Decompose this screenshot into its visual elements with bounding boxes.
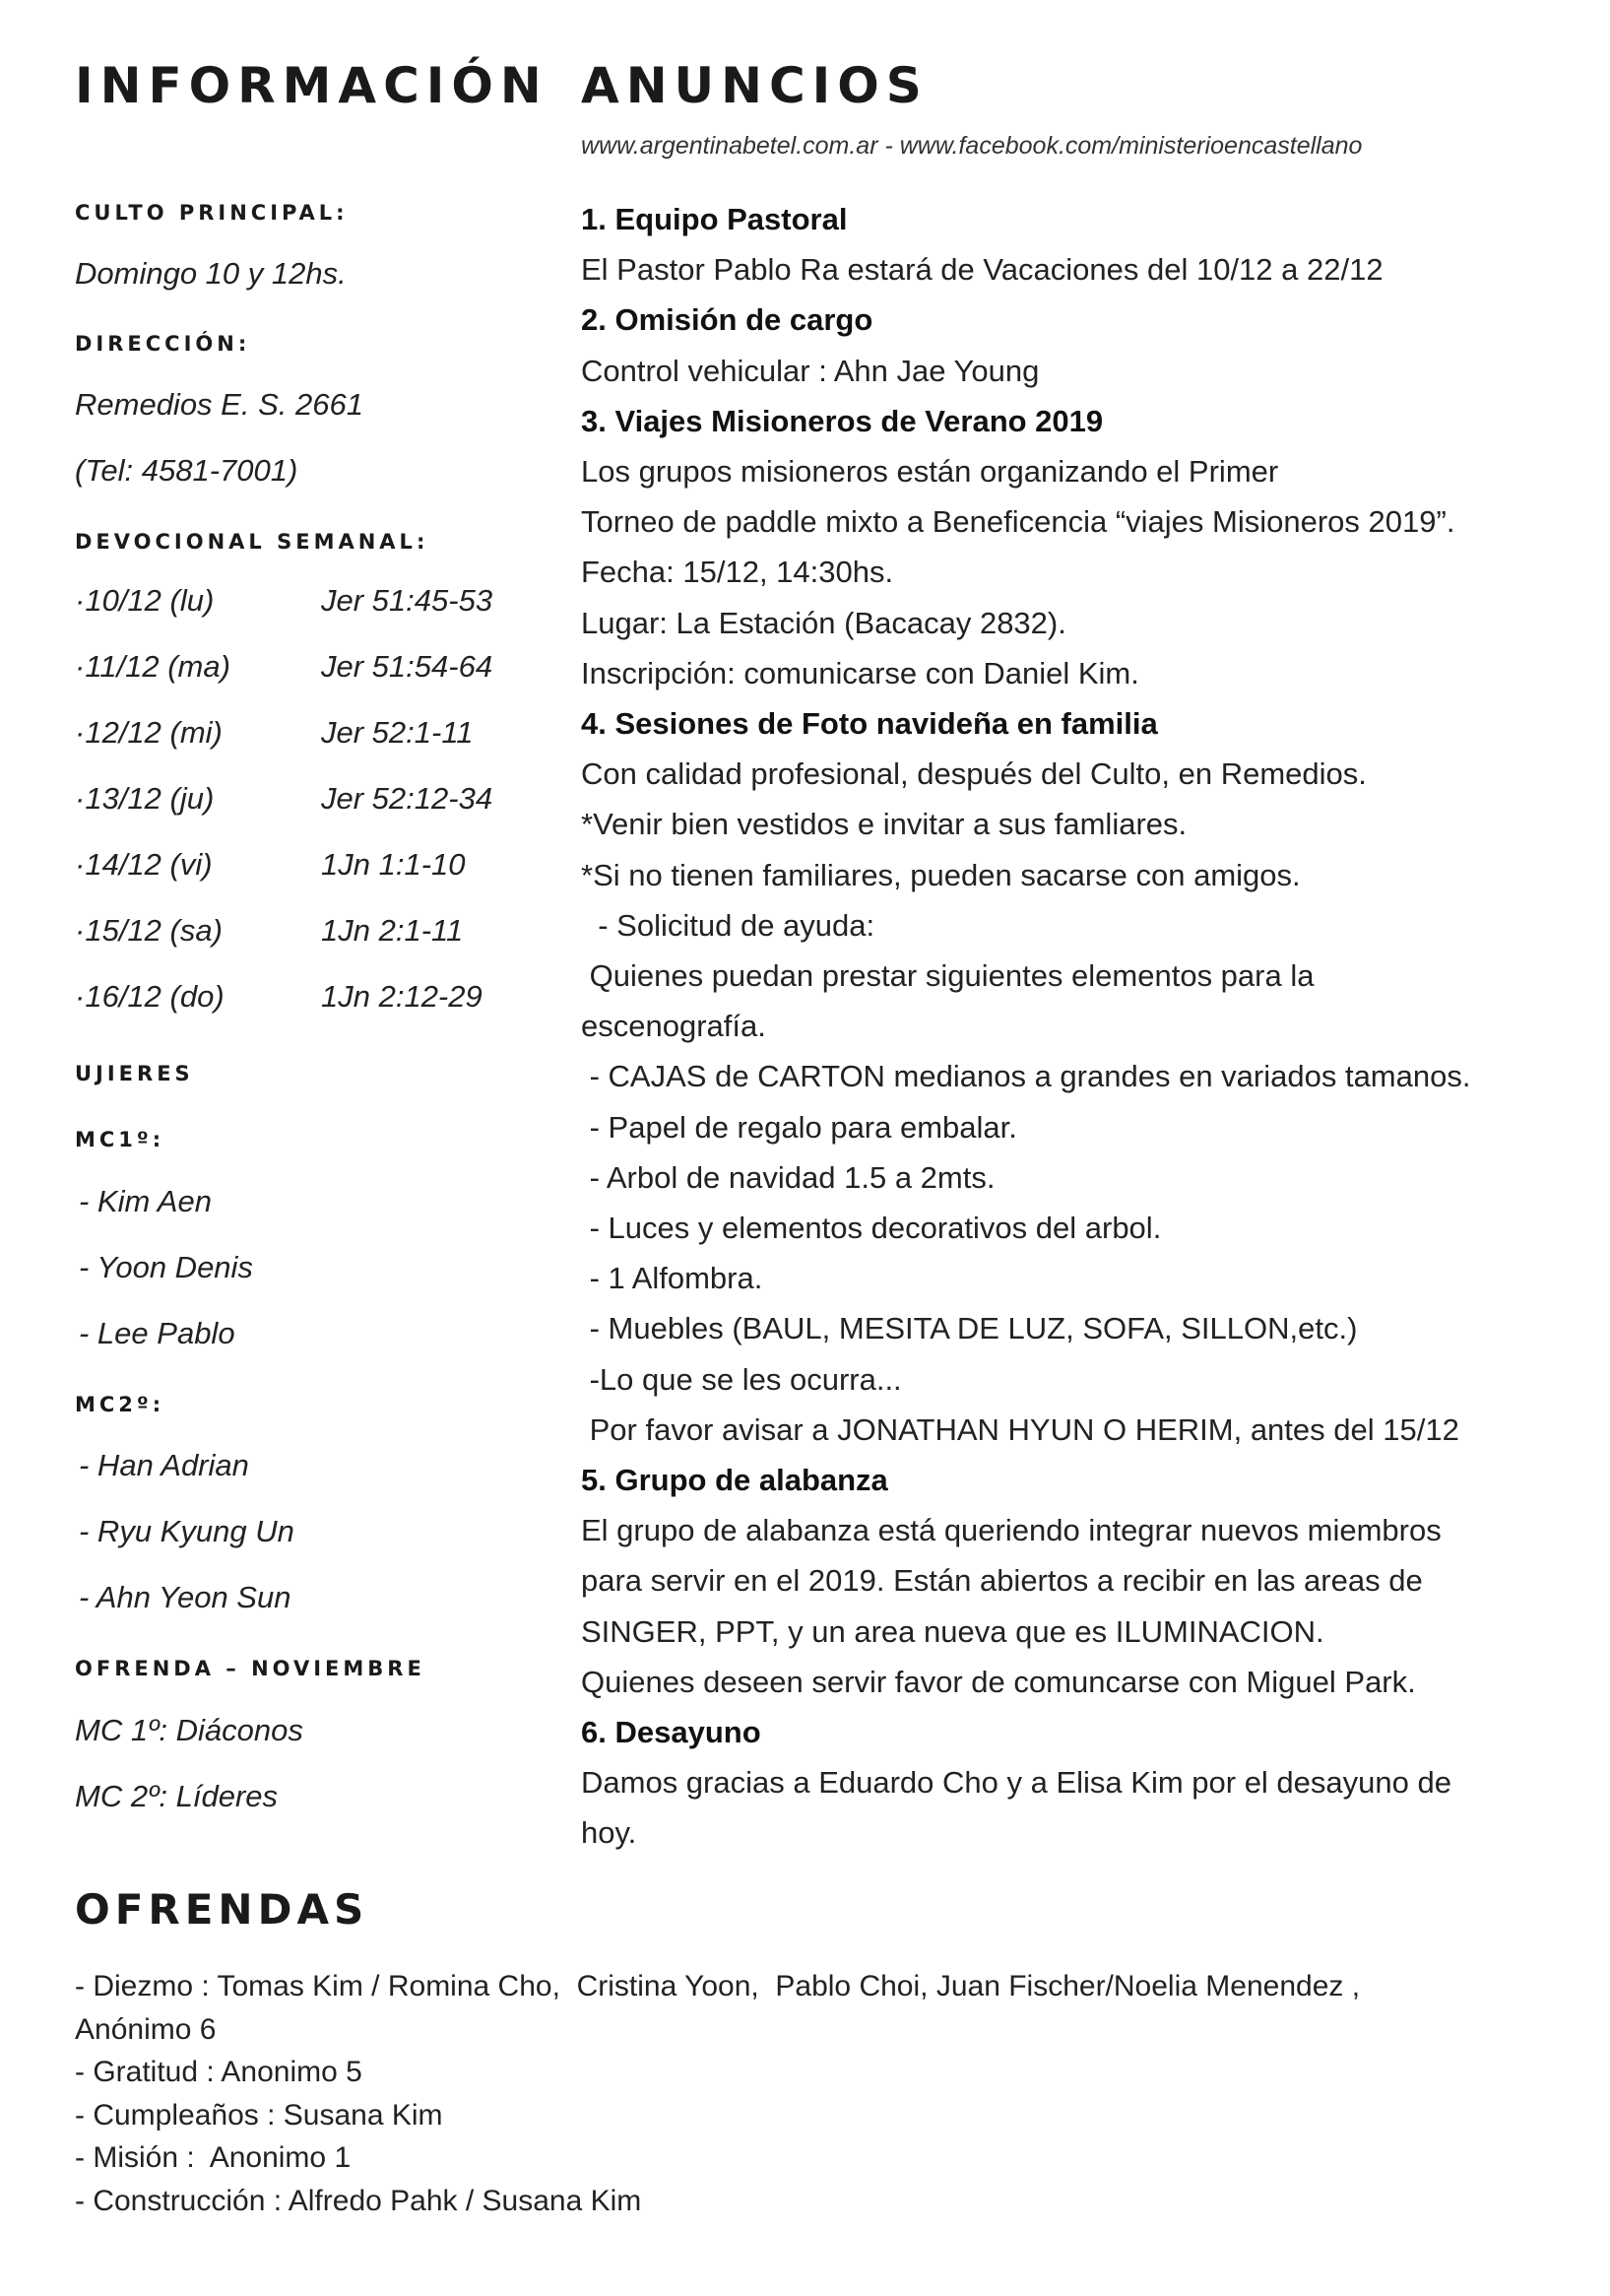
culto-value: Domingo 10 y 12hs.: [75, 256, 347, 291]
announcement-line: -Lo que se les ocurra...: [581, 1361, 902, 1397]
mc1-item-2: - Yoon Denis: [79, 1250, 253, 1284]
culto-label: CULTO PRINCIPAL:: [75, 201, 349, 225]
announcement-line: Quienes deseen servir favor de comuncarse con Miguel Park.: [581, 1664, 1416, 1699]
ofrenda-line: - Gratitud : Anonimo 5: [75, 2056, 362, 2089]
ofrendas-section: [75, 1885, 1552, 2217]
anuncios-title: ANUNCIOS: [581, 57, 929, 114]
mc2-item-3: - Ahn Yeon Sun: [79, 1580, 291, 1614]
devocional-reading: Jer 52:1-11: [321, 715, 474, 750]
announcement-line: Por favor avisar a JONATHAN HYUN O HERIM, antes del 15/12: [581, 1411, 1459, 1447]
ofrenda-line: - Diezmo : Tomas Kim / Romina Cho, Cristina Yoon, Pablo Choi, Juan Fischer/Noelia Menendez ,: [75, 1970, 1361, 2002]
announcement-line: *Si no tienen familiares, pueden sacarse con amigos.: [581, 857, 1301, 892]
devocional-reading: 1Jn 2:1-11: [321, 913, 464, 948]
mc2-label: MC2º:: [75, 1393, 165, 1416]
announcement-line: Fecha: 15/12, 14:30hs.: [581, 555, 894, 590]
announcement-line: Damos gracias a Eduardo Cho y a Elisa Kim por el desayuno de: [581, 1765, 1451, 1801]
devocional-reading: 1Jn 1:1-10: [321, 847, 466, 882]
direccion-label: DIRECCIÓN:: [75, 332, 251, 356]
announcement-heading: 4. Sesiones de Foto navideña en familia: [581, 706, 1158, 741]
announcement-line: - Muebles (BAUL, MESITA DE LUZ, SOFA, SILLON,etc.): [581, 1311, 1358, 1346]
direccion-line1: Remedios E. S. 2661: [75, 387, 363, 422]
devocional-reading: 1Jn 2:12-29: [321, 979, 483, 1014]
announcement-line: Inscripción: comunicarse con Daniel Kim.: [581, 655, 1139, 690]
devocional-day: ·10/12 (lu): [75, 583, 215, 618]
announcement-heading: 5. Grupo de alabanza: [581, 1463, 888, 1497]
ofrendas-title: OFRENDAS: [75, 1885, 369, 1934]
announcement-heading: 1. Equipo Pastoral: [581, 202, 848, 236]
announcement-line: *Venir bien vestidos e invitar a sus famliares.: [581, 807, 1188, 842]
announcement-line: Lugar: La Estación (Bacacay 2832).: [581, 605, 1066, 640]
announcement-line: para servir en el 2019. Están abiertos a recibir en las areas de: [581, 1563, 1423, 1599]
ofrenda-line: - Construcción : Alfredo Pahk / Susana Kim: [75, 2185, 642, 2217]
ofrenda-label: OFRENDA – NOVIEMBRE: [75, 1657, 425, 1680]
announcement-line: - 1 Alfombra.: [581, 1261, 763, 1296]
info-title: INFORMACIÓN: [75, 57, 548, 114]
announcement-line: Control vehicular : Ahn Jae Young: [581, 353, 1040, 388]
announcement-line: Quienes puedan prestar siguientes elementos para la: [581, 958, 1315, 993]
mc1-label: MC1º:: [75, 1128, 165, 1151]
devocional-day: ·16/12 (do): [75, 979, 225, 1014]
announcement-heading: 2. Omisión de cargo: [581, 302, 873, 338]
devocional-reading: Jer 51:54-64: [321, 649, 493, 684]
ofrenda-line: Anónimo 6: [75, 2012, 217, 2046]
announcement-heading: 6. Desayuno: [581, 1715, 761, 1749]
ujieres-label: UJIERES: [75, 1062, 194, 1085]
direccion-line2: (Tel: 4581-7001): [75, 453, 298, 488]
ofrenda-item-1: MC 1º: Diáconos: [75, 1713, 303, 1747]
mc2-item-1: - Han Adrian: [79, 1448, 249, 1482]
devocional-reading: Jer 51:45-53: [321, 583, 493, 618]
ofrenda-item-2: MC 2º: Líderes: [75, 1779, 279, 1813]
devocional-day: ·11/12 (ma): [75, 649, 230, 684]
devocional-day: ·13/12 (ju): [75, 781, 215, 816]
devocional-day: ·12/12 (mi): [75, 715, 223, 750]
announcement-line: - Luces y elementos decorativos del arbol.: [581, 1211, 1162, 1245]
anuncios-column: [581, 57, 1566, 1851]
announcement-line: El Pastor Pablo Ra estará de Vacaciones del 10/12 a 22/12: [581, 252, 1384, 288]
devocional-label: DEVOCIONAL SEMANAL:: [75, 530, 429, 554]
announcement-line: - Solicitud de ayuda:: [581, 907, 875, 943]
ofrenda-line: - Cumpleaños : Susana Kim: [75, 2098, 443, 2132]
info-column: [75, 57, 548, 1813]
ofrenda-line: - Misión : Anonimo 1: [75, 2141, 352, 2175]
mc1-item-1: - Kim Aen: [79, 1184, 212, 1218]
devocional-day: ·14/12 (vi): [75, 847, 213, 882]
announcement-line: - CAJAS de CARTON medianos a grandes en variados tamanos.: [581, 1059, 1471, 1094]
announcement-line: Los grupos misioneros están organizando el Primer: [581, 454, 1279, 489]
announcement-line: Con calidad profesional, después del Culto, en Remedios.: [581, 756, 1367, 792]
announcement-line: - Papel de regalo para embalar.: [581, 1109, 1017, 1145]
announcement-line: El grupo de alabanza está queriendo integrar nuevos miembros: [581, 1513, 1442, 1548]
announcement-line: - Arbol de navidad 1.5 a 2mts.: [581, 1159, 996, 1195]
devocional-day: ·15/12 (sa): [75, 913, 223, 948]
announcement-line: Torneo de paddle mixto a Beneficencia “viajes Misioneros 2019”.: [581, 504, 1455, 540]
announcement-line: SINGER, PPT, y un area nueva que es ILUMINACION.: [581, 1613, 1324, 1649]
announcement-heading: 3. Viajes Misioneros de Verano 2019: [581, 403, 1104, 438]
announcement-line: escenografía.: [581, 1009, 766, 1044]
mc1-item-3: - Lee Pablo: [79, 1316, 235, 1350]
website-links: www.argentinabetel.com.ar - www.facebook.com/ministerioencastellano: [581, 132, 1363, 160]
mc2-item-2: - Ryu Kyung Un: [79, 1514, 294, 1548]
announcement-line: hoy.: [581, 1815, 637, 1851]
devocional-reading: Jer 52:12-34: [321, 781, 493, 816]
